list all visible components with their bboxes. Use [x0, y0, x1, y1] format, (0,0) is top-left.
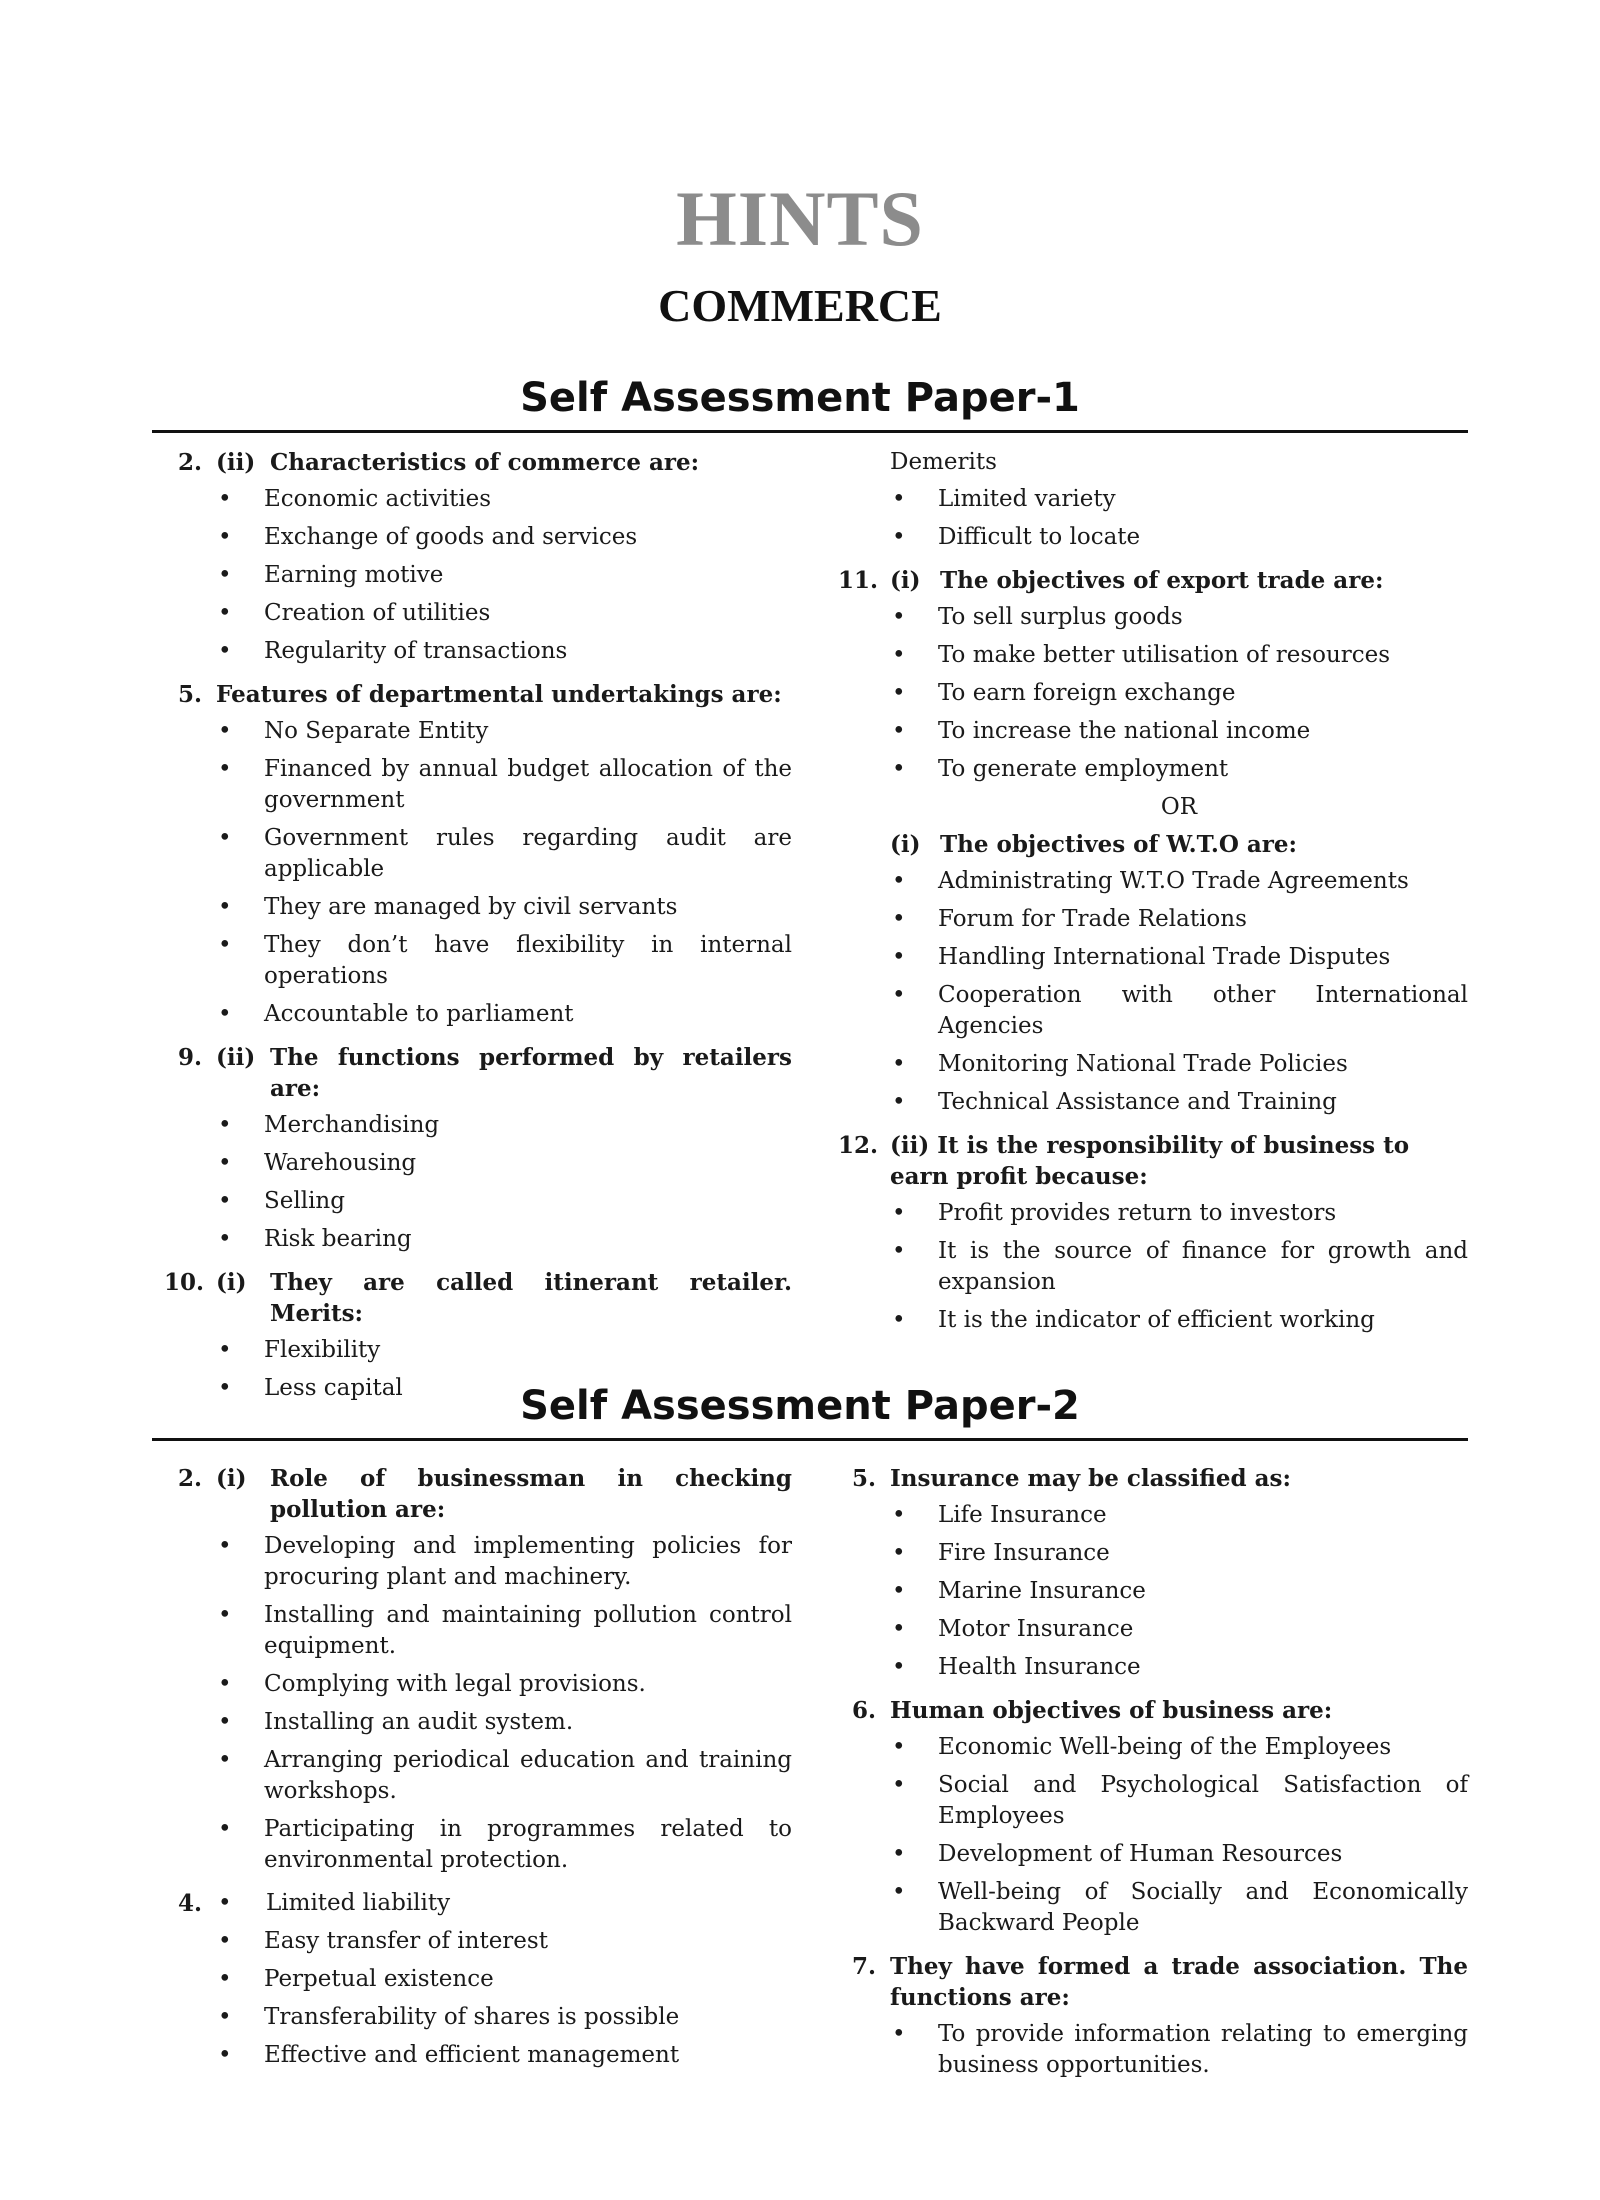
list-item: • Creation of utilities: [218, 600, 491, 626]
question-text: They are called itinerant retailer. Merits:: [270, 1269, 792, 1327]
question: [890, 829, 1468, 860]
list-item: • Installing and maintaining pollution control equipment.: [218, 1602, 792, 1659]
list-item: • Installing an audit system.: [218, 1709, 574, 1735]
list-item: • Developing and implementing policies for procuring plant and machinery.: [218, 1533, 792, 1590]
list-item: • They don’t have flexibility in internal operations: [218, 932, 792, 989]
list-item: • Selling: [218, 1188, 345, 1214]
list-item: • Social and Psychological Satisfaction of Employees: [892, 1772, 1468, 1829]
question-text: Characteristics of commerce are:: [270, 449, 700, 476]
question-text: The functions performed by retailers are:: [270, 1044, 792, 1102]
list-item: • Administrating W.T.O Trade Agreements: [892, 868, 1409, 894]
list-item: • Economic Well-being of the Employees: [892, 1734, 1392, 1760]
question-subpart: (i): [890, 567, 921, 594]
question-text: Human objectives of business are:: [890, 1697, 1333, 1724]
question-number: 9.: [177, 1044, 202, 1071]
bullet-list: [890, 484, 1468, 553]
question: [164, 1267, 792, 1329]
section-rule: [152, 430, 1468, 433]
paper2-left-column: [177, 1463, 792, 2078]
list-item: • Regularity of transactions: [218, 638, 568, 664]
question-subpart: (i): [216, 1465, 247, 1492]
list-item: • Risk bearing: [218, 1226, 412, 1252]
question: [838, 565, 1468, 596]
list-item: • No Separate Entity: [218, 718, 489, 744]
question-text: Role of businessman in checking pollution are:: [270, 1465, 792, 1523]
list-item: • Profit provides return to investors: [892, 1200, 1337, 1226]
question-number: 10.: [164, 1269, 205, 1296]
list-item: • Participating in programmes related to environmental protection.: [218, 1816, 792, 1873]
list-item: • Forum for Trade Relations: [892, 906, 1247, 932]
bullet-list: [890, 1500, 1468, 1683]
question-text: Insurance may be classified as:: [890, 1465, 1291, 1492]
list-item: • Motor Insurance: [892, 1616, 1134, 1642]
list-item: • Fire Insurance: [892, 1540, 1110, 1566]
question-subpart: (ii): [216, 1044, 256, 1071]
question-subpart: (i): [890, 831, 921, 858]
bullet-list: [216, 484, 792, 667]
question: [177, 679, 792, 710]
list-item: • Well-being of Socially and Economically Backward People: [892, 1879, 1468, 1936]
section-rule: [152, 1438, 1468, 1441]
question: [851, 1951, 1468, 2013]
list-item: • Development of Human Resources: [892, 1841, 1343, 1867]
question-text: Features of departmental undertakings are:: [216, 681, 782, 708]
list-item: • Marine Insurance: [892, 1578, 1146, 1604]
question: [851, 1695, 1468, 1726]
list-item: • Limited variety: [892, 486, 1116, 512]
question-subpart: (ii): [216, 449, 256, 476]
bullet-list: [216, 1531, 792, 1876]
question-number: 11.: [838, 567, 879, 594]
question-number: 12.: [838, 1132, 879, 1159]
list-item: • Accountable to parliament: [218, 1001, 574, 1027]
list-item: • Warehousing: [218, 1150, 417, 1176]
question-text: They have formed a trade association. The functions are:: [890, 1953, 1468, 2011]
bullet-list: [216, 1926, 792, 2071]
list-item: • Merchandising: [218, 1112, 440, 1138]
list-item: • Transferability of shares is possible: [218, 2004, 680, 2030]
section-title-paper-2: Self Assessment Paper-2: [520, 1383, 1080, 1429]
list-item: • Effective and efficient management: [218, 2042, 680, 2068]
list-item: • To generate employment: [892, 756, 1229, 782]
list-item: • Complying with legal provisions.: [218, 1671, 646, 1697]
list-item: • Arranging periodical education and training workshops.: [218, 1747, 792, 1804]
list-item: • Financed by annual budget allocation of the government: [218, 756, 792, 813]
list-item: • Easy transfer of interest: [218, 1928, 548, 1954]
bullet-list: [890, 1198, 1468, 1336]
question-text: The objectives of export trade are:: [940, 567, 1384, 594]
list-item: • Economic activities: [218, 486, 492, 512]
question-text: The objectives of W.T.O are:: [940, 831, 1298, 858]
question-number: 7.: [851, 1953, 876, 1980]
question: [177, 1888, 792, 1919]
question: [177, 447, 792, 478]
list-item: • To increase the national income: [892, 718, 1311, 744]
list-item: • Perpetual existence: [218, 1966, 494, 1992]
question-number: 4.: [177, 1890, 202, 1917]
bullet-list: [890, 2019, 1468, 2081]
question-number: 6.: [851, 1697, 876, 1724]
list-item: • To make better utilisation of resources: [892, 642, 1391, 668]
list-item: • It is the indicator of efficient working: [892, 1307, 1375, 1333]
list-item: • Handling International Trade Disputes: [892, 944, 1391, 970]
question-text: (ii) It is the responsibility of business to earn profit because:: [890, 1132, 1410, 1190]
list-item: • Monitoring National Trade Policies: [892, 1051, 1348, 1077]
question-number: 2.: [177, 449, 202, 476]
question: [838, 1130, 1468, 1192]
question: [177, 1463, 792, 1525]
question-number: 5.: [851, 1465, 876, 1492]
paper1-right-column: [838, 447, 1468, 1343]
list-item: • Government rules regarding audit are applicable: [218, 825, 792, 882]
question: [177, 1042, 792, 1104]
list-item: • Health Insurance: [892, 1654, 1141, 1680]
list-item: • To provide information relating to emerging business opportunities.: [892, 2021, 1468, 2078]
list-item: • Difficult to locate: [892, 524, 1141, 550]
paper1-left-column: [164, 447, 792, 1411]
list-item: • Cooperation with other International Agencies: [892, 982, 1468, 1039]
bullet-list: [890, 602, 1468, 785]
list-item: Limited liability: [266, 1890, 451, 1916]
bullet-list: [890, 1732, 1468, 1939]
bullet-list: [216, 1110, 792, 1255]
list-item: • It is the source of finance for growth and expansion: [892, 1238, 1468, 1295]
list-item: • They are managed by civil servants: [218, 894, 678, 920]
section-title-paper-1: Self Assessment Paper-1: [520, 375, 1080, 421]
list-item: • Life Insurance: [892, 1502, 1107, 1528]
bullet-marker: •: [218, 1890, 232, 1916]
list-item: • Flexibility: [218, 1337, 381, 1363]
demerits-heading: Demerits: [890, 449, 997, 475]
list-item: • To sell surplus goods: [892, 604, 1183, 630]
bullet-list: [216, 716, 792, 1030]
list-item: • Technical Assistance and Training: [892, 1089, 1337, 1115]
page-title: HINTS: [676, 175, 924, 262]
list-item: • Less capital: [218, 1375, 403, 1401]
question-number: 2.: [177, 1465, 202, 1492]
list-item: • To earn foreign exchange: [892, 680, 1236, 706]
question-number: 5.: [177, 681, 202, 708]
list-item: • Exchange of goods and services: [218, 524, 638, 550]
question-subpart: (i): [216, 1269, 247, 1296]
page-subject: COMMERCE: [658, 280, 942, 331]
or-separator: OR: [1160, 794, 1198, 820]
list-item: • Earning motive: [218, 562, 444, 588]
question: [851, 1463, 1468, 1494]
paper2-right-column: [851, 1463, 1468, 2088]
bullet-list: [890, 866, 1468, 1118]
